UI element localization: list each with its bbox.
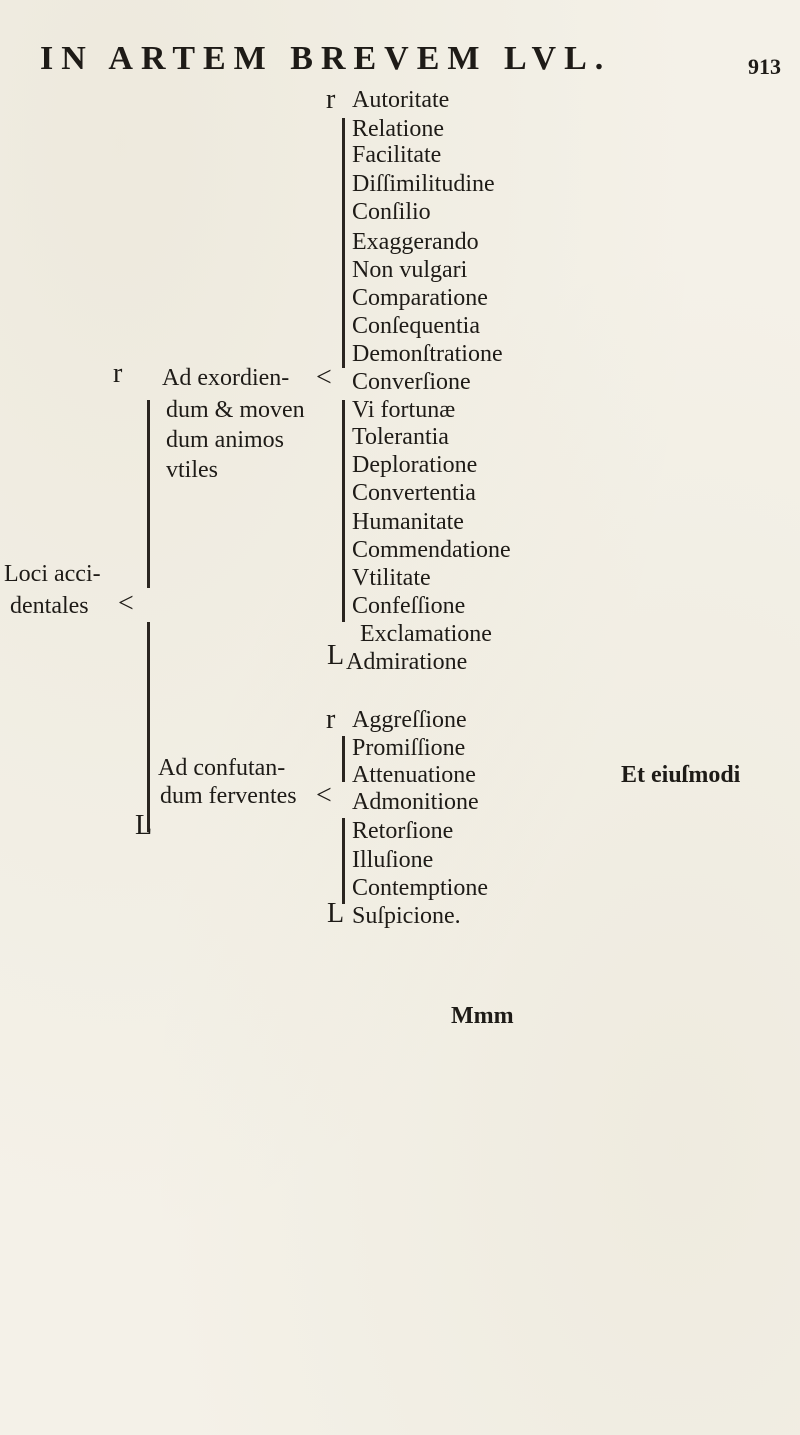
group-one-item: Facilitate — [352, 142, 442, 168]
signature-mark: Mmm — [451, 1003, 514, 1029]
group-one-item: Vi fortunæ — [352, 397, 456, 423]
group-one-brace-point: < — [316, 362, 332, 393]
group-two-label-line-2: dum ferventes — [160, 783, 297, 809]
group-one-item: Converſione — [352, 369, 471, 395]
group-one-label-line-1: Ad exordien- — [162, 365, 290, 391]
group-one-item: Confeſſione — [352, 593, 466, 619]
group-one-item: Commendatione — [352, 537, 511, 563]
group-two-item: Admonitione — [352, 789, 479, 815]
group-one-item: Tolerantia — [352, 424, 449, 450]
group-one-item: Autoritate — [352, 87, 450, 113]
group-one-item: Admiratione — [346, 649, 468, 675]
group-two-brace-point: < — [316, 780, 332, 811]
group-one-item: Diſſimilitudine — [352, 171, 495, 197]
group-one-item: Deploratione — [352, 452, 478, 478]
group-one-item: Exaggerando — [352, 229, 479, 255]
outer-brace-lower — [147, 622, 150, 832]
outer-label-line-1: Loci acci- — [4, 561, 101, 587]
group-two-item: Retorſione — [352, 818, 454, 844]
group-two-item: Contemptione — [352, 875, 488, 901]
outer-brace-top-curl: r — [113, 358, 123, 389]
group-two-brace-upper — [342, 736, 345, 782]
outer-brace-upper — [147, 400, 150, 588]
group-two-item: Illuſione — [352, 847, 434, 873]
group-two-note: Et eiuſmodi — [621, 762, 741, 788]
group-two-item: Attenuatione — [352, 762, 476, 788]
group-one-brace-upper — [342, 118, 345, 368]
group-two-brace-top-curl: r — [326, 704, 336, 735]
group-one-label-line-3: dum animos — [166, 427, 284, 453]
page-number: 913 — [748, 54, 781, 79]
group-one-item: Exclamatione — [360, 621, 492, 647]
group-two-label-line-1: Ad confutan- — [158, 755, 286, 781]
group-one-item: Relatione — [352, 116, 444, 142]
outer-brace-bottom-curl: L — [135, 810, 153, 841]
group-two-item: Aggreſſione — [352, 707, 467, 733]
outer-label-line-2: dentales — [10, 593, 89, 619]
running-head: IN ARTEM BREVEM LVL. — [40, 40, 612, 77]
group-two-brace-lower — [342, 818, 345, 904]
group-one-item: Conſequentia — [352, 313, 480, 339]
outer-brace-point: < — [118, 588, 134, 619]
group-one-item: Conſilio — [352, 199, 431, 225]
group-one-item: Demonſtratione — [352, 341, 503, 367]
group-one-item: Vtilitate — [352, 565, 431, 591]
group-one-label-line-4: vtiles — [166, 457, 218, 483]
group-one-brace-top-curl: r — [326, 84, 336, 115]
group-two-brace-bottom-curl: L — [327, 898, 345, 929]
group-one-brace-bottom-curl: L — [327, 640, 345, 671]
group-one-item: Comparatione — [352, 285, 488, 311]
group-one-label-line-2: dum & moven — [166, 397, 305, 423]
group-one-item: Convertentia — [352, 480, 476, 506]
group-one-brace-lower — [342, 400, 345, 622]
group-one-item: Non vulgari — [352, 257, 468, 283]
group-one-item: Humanitate — [352, 509, 464, 535]
group-two-item: Suſpicione. — [352, 903, 461, 929]
group-two-item: Promiſſione — [352, 735, 466, 761]
